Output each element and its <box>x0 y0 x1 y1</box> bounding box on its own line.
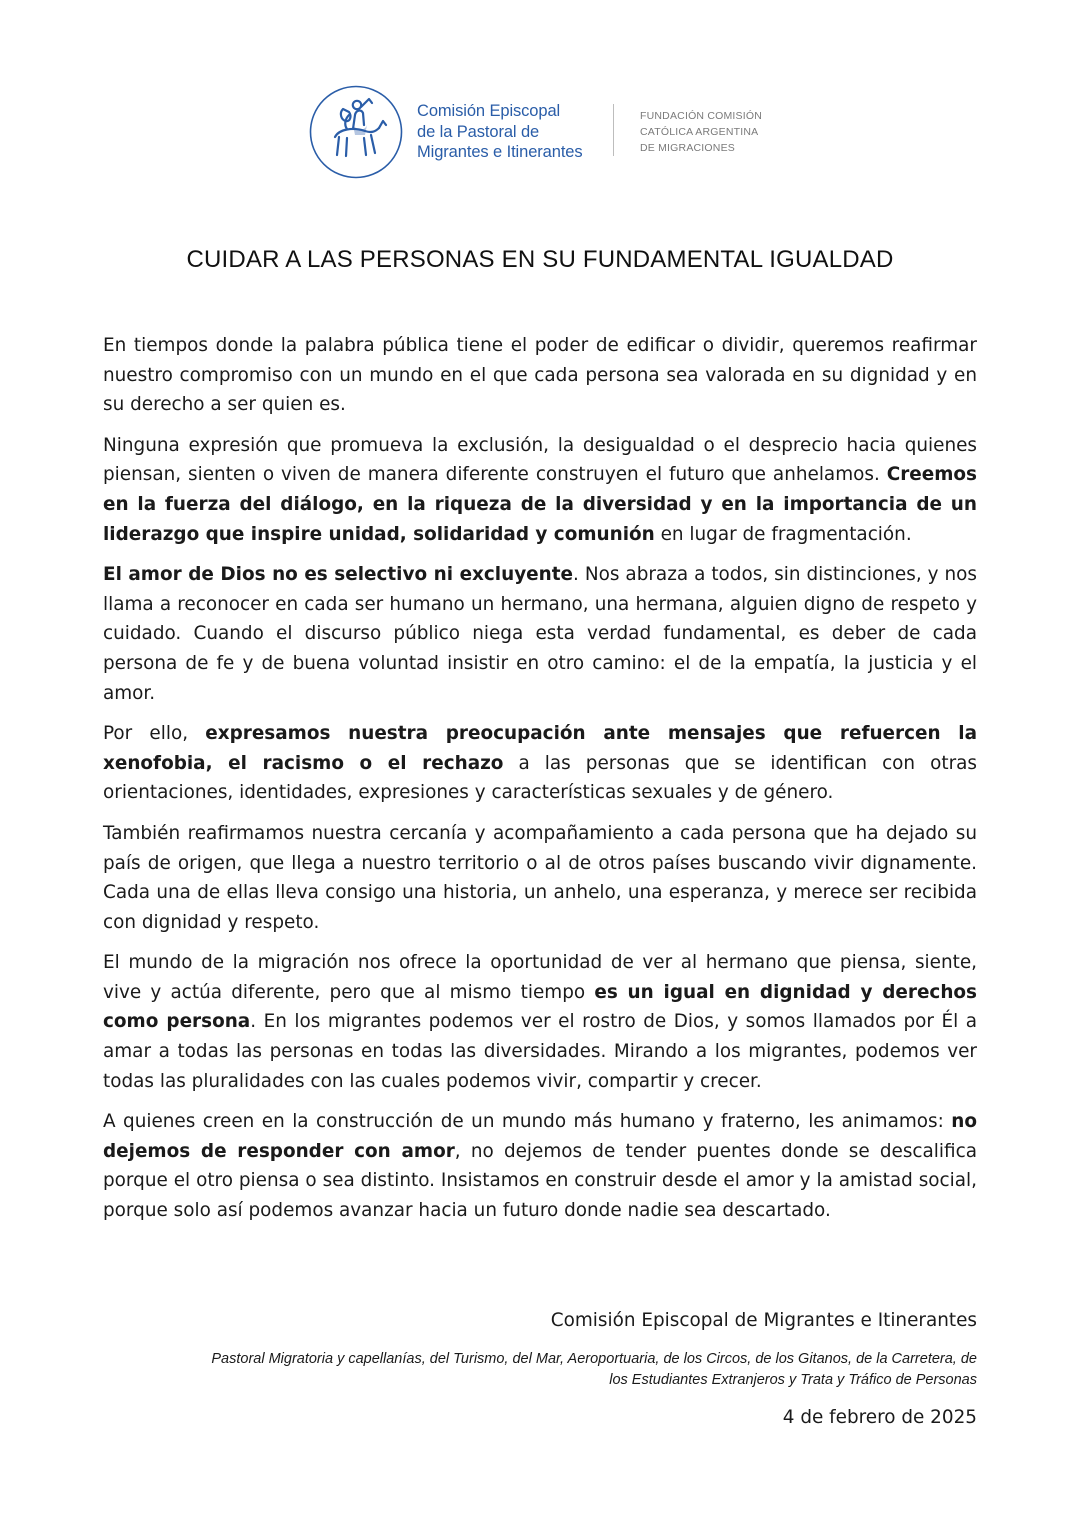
pastoral-line: Pastoral Migratoria y capellanías, del Turismo, del Mar, Aeroportuaria, de los Circos, de los Gitanos, de la Carretera, de <box>211 1351 977 1367</box>
emphasis-text: no dejemos de responder con amor <box>103 1111 977 1162</box>
paragraph-text: También reafirmamos nuestra cercanía y acompañamiento a cada persona que ha dejado su país de origen, que llega a nuestro territorio o al de otros países buscando vivir dignamente. Cada una de ellas lleva consigo una historia, un anhelo, una esperanza, y merece ser recibida con dignidad y respeto. <box>103 822 977 933</box>
document-body <box>103 331 977 1237</box>
paragraph-text: Por ello, <box>103 723 206 745</box>
body-paragraph <box>103 948 977 1096</box>
paragraph-text: , no dejemos de tender puentes donde se descalifica porque el otro piensa o sea distinto. Insistamos en construir desde el amor y la amistad social, porque solo así podemos avanzar hacia un futuro donde nadie sea descartado. <box>103 1140 977 1222</box>
emphasis-text: Creemos en la fuerza del diálogo, en la riqueza de la diversidad y en la importancia de un liderazgo que inspire unidad, solidaridad y comunión <box>103 464 977 545</box>
migrants-rider-emblem-icon <box>309 85 403 179</box>
commission-name-line: Migrantes e Itinerantes <box>417 143 583 161</box>
paragraph-text: En tiempos donde la palabra pública tiene el poder de edificar o dividir, queremos reafirmar nuestro compromiso con un mundo en el que cada persona sea valorada en su dignidad y en su derecho a ser quien es. <box>103 335 977 416</box>
pastoral-line: los Estudiantes Extranjeros y Trata y Tráfico de Personas <box>609 1372 977 1388</box>
commission-name-line: Comisión Episcopal <box>417 102 561 120</box>
document-title: CUIDAR A LAS PERSONAS EN SU FUNDAMENTAL IGUALDAD <box>186 246 894 273</box>
commission-name-line: de la Pastoral de <box>417 122 540 141</box>
body-paragraph <box>103 1107 977 1225</box>
emphasis-text: El amor de Dios no es selectivo ni excluyente <box>103 564 574 586</box>
body-paragraph <box>103 560 977 708</box>
signature: Comisión Episcopal de Migrantes e Itinerantes <box>550 1310 977 1331</box>
emphasis-text: expresamos nuestra preocupación ante mensajes que refuercen la xenofobia, el racismo o el rechazo <box>103 723 978 774</box>
paragraph-text: . En los migrantes podemos ver el rostro de Dios, y somos llamados por Él a amar a todas las personas en todas las diversidades. Mirando a los migrantes, podemos ver todas las pluralidades con las cuales podemos vivir, compartir y crecer. <box>103 1011 977 1092</box>
paragraph-text: A quienes creen en la construcción de un mundo más humano y fraterno, les animamos: <box>103 1111 952 1133</box>
paragraph-text: . Nos abraza a todos, sin distinciones, y nos llama a reconocer en cada ser humano un hermano, una hermana, alguien digno de respeto y cuidado. Cuando el discurso público niega esta verdad fundamental, es deber de cada persona de fe y de buena voluntad insistir en otro camino: el de la empatía, la justicia y el amor. <box>103 564 978 704</box>
paragraph-text: en lugar de fragmentación. <box>654 523 912 545</box>
header-divider <box>613 104 614 156</box>
body-paragraph <box>103 431 977 549</box>
body-paragraph <box>103 719 977 808</box>
pastoral-list <box>103 1349 977 1391</box>
foundation-name-line: DE MIGRACIONES <box>640 142 735 154</box>
body-paragraph <box>103 819 977 937</box>
paragraph-text: a las personas que se identifican con otras orientaciones, identidades, expresiones y características sexuales y de género. <box>103 752 978 804</box>
paragraph-text: Ninguna expresión que promueva la exclusión, la desigualdad o el desprecio hacia quienes piensan, sienten o viven de manera diferente construyen el futuro que anhelamos. <box>103 434 977 486</box>
letterhead <box>0 0 1080 200</box>
body-paragraph <box>103 331 977 420</box>
commission-name <box>417 101 583 163</box>
paragraph-text: El mundo de la migración nos ofrece la oportunidad de ver al hermano que piensa, siente, vive y actúa diferente, pero que al mismo tiempo <box>103 952 977 1003</box>
foundation-name <box>640 108 762 156</box>
emphasis-text: es un igual en dignidad y derechos como persona <box>103 981 977 1033</box>
foundation-name-line: FUNDACIÓN COMISIÓN <box>640 110 763 122</box>
document-date: 4 de febrero de 2025 <box>782 1407 977 1428</box>
foundation-name-line: CATÓLICA ARGENTINA <box>640 126 759 138</box>
